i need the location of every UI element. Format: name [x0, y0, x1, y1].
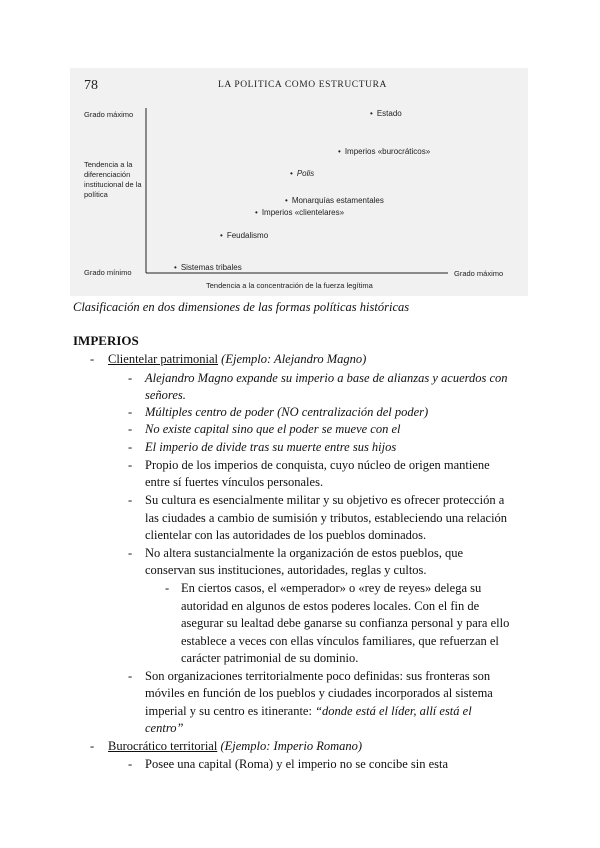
- bullet-marker: -: [128, 458, 133, 472]
- s1-item8-line3: [145, 704, 472, 719]
- s1-item6-line3: clientelar con las autoridades de los pueblos dominados.: [145, 528, 427, 542]
- s1-item7-line2: conservan sus instituciones, autoridades, reglas y cultos.: [145, 563, 427, 577]
- bullet-marker: -: [128, 493, 133, 507]
- section2-title-line: [108, 739, 362, 754]
- s1-sub-line5: carácter patrimonial de su dominio.: [181, 651, 359, 665]
- bullet-marker: -: [128, 546, 133, 560]
- s1-item4: El imperio de divide tras su muerte entre sus hijos: [145, 440, 397, 454]
- s1-sub-line2: autoridad en algunos de estos poderes locales. Con el fin de: [181, 599, 480, 613]
- y-bottom-label: Grado mínimo: [84, 268, 132, 277]
- bullet-marker: -: [128, 371, 133, 385]
- section2-title: Burocrático territorial: [108, 739, 218, 753]
- figure-caption: Clasificación en dos dimensiones de las formas políticas históricas: [73, 300, 410, 314]
- section1-title: Clientelar patrimonial: [108, 352, 219, 366]
- point-feudalismo: • Feudalismo: [220, 231, 268, 240]
- y-top-label: Grado máximo: [84, 110, 134, 119]
- s1-item8-line2: móviles en función de los pueblos y ciudades incorporados al sistema: [145, 686, 493, 700]
- point-estado: • Estado: [370, 109, 402, 118]
- section1-title-line: [108, 352, 366, 367]
- bullet-marker: -: [128, 757, 133, 771]
- s1-item2: Múltiples centro de poder (NO centralización del poder): [145, 405, 429, 419]
- bullet-marker: -: [90, 739, 95, 753]
- page-number: 78: [84, 78, 98, 93]
- section2-example: (Ejemplo: Imperio Romano): [220, 739, 363, 753]
- s1-item8-line3-plain: imperial y su centro es itinerante:: [145, 704, 316, 718]
- s1-item1-line2: señores.: [145, 388, 186, 402]
- bullet-marker: -: [128, 422, 133, 436]
- x-axis-label: Tendencia a la concentración de la fuerza legítima: [206, 281, 373, 290]
- s1-item8-line3-quote: “donde está el líder, allí está el: [315, 704, 472, 718]
- s1-item7-line1: No altera sustancialmente la organización de estos pueblos, que: [145, 546, 464, 560]
- s1-item8-line1: Son organizaciones territorialmente poco definidas: sus fronteras son: [145, 669, 491, 683]
- bullet-marker: -: [165, 581, 170, 595]
- bullet-marker: -: [90, 352, 95, 366]
- s1-sub-line1: En ciertos casos, el «emperador» o «rey de reyes» delega su: [181, 581, 482, 595]
- x-right-label: Grado máximo: [454, 269, 504, 278]
- s2-item1: Posee una capital (Roma) y el imperio no se concibe sin esta: [145, 757, 449, 771]
- running-header: LA POLITICA COMO ESTRUCTURA: [218, 80, 388, 90]
- s1-sub-line4: establece a veces con ellas vínculos familiares, que refuerzan el: [181, 634, 499, 648]
- bullet-marker: -: [128, 440, 133, 454]
- point-imperios-burocraticos: • Imperios «burocráticos»: [338, 147, 430, 156]
- point-sistemas-tribales: • Sistemas tribales: [174, 263, 242, 272]
- bullet-marker: -: [128, 669, 133, 683]
- bullet-marker: -: [128, 405, 133, 419]
- s1-item1-line1: Alejandro Magno expande su imperio a base de alianzas y acuerdos con: [145, 371, 508, 385]
- s1-item6-line2: las ciudades a cambio de sumisión y tributos, estableciendo una relación: [145, 511, 508, 525]
- section1-example: (Ejemplo: Alejandro Magno): [221, 352, 367, 366]
- point-monarquias-estamentales: • Monarquías estamentales: [285, 196, 384, 205]
- figure-scan: [70, 68, 528, 296]
- s1-item5-line2: entre sí fuertes vínculos personales.: [145, 475, 324, 489]
- y-axis-label: Tendencia a la diferenciación institucional de la política: [84, 160, 142, 199]
- section-heading: IMPERIOS: [73, 333, 139, 348]
- point-polis: • Polis: [290, 169, 314, 178]
- s1-item8-line4: centro”: [145, 721, 184, 735]
- s1-item5-line1: Propio de los imperios de conquista, cuyo núcleo de origen mantiene: [145, 458, 490, 472]
- s1-item3: No existe capital sino que el poder se mueve con el: [145, 422, 401, 436]
- s1-sub-line3: asegurar su lealtad debe ganarse su confianza personal y para ello: [181, 616, 510, 630]
- point-imperios-clientelares: • Imperios «clientelares»: [255, 208, 344, 217]
- s1-item6-line1: Su cultura es esencialmente militar y su objetivo es ofrecer protección a: [145, 493, 505, 507]
